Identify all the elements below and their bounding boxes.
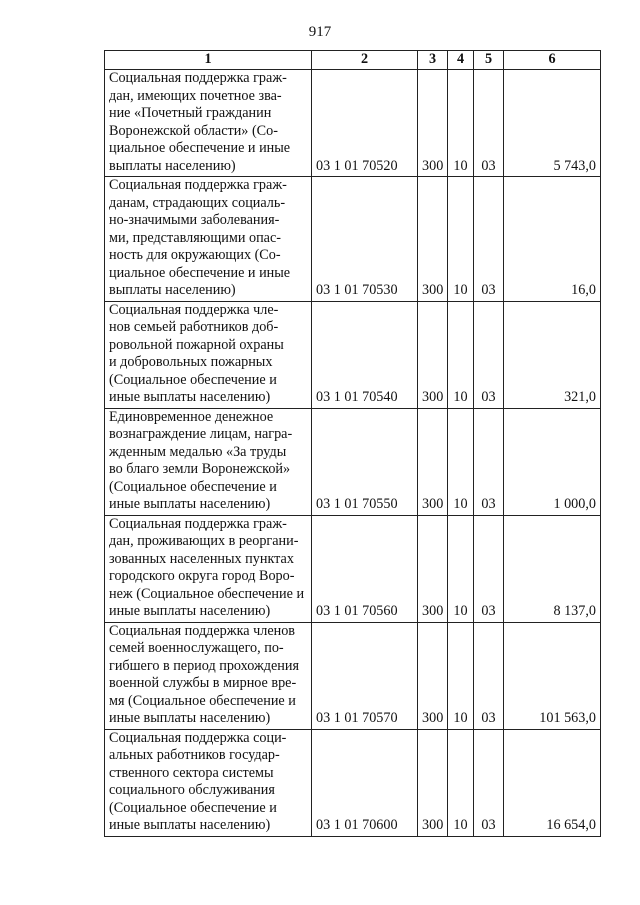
section-code: 10 bbox=[448, 177, 474, 302]
table-row bbox=[105, 177, 601, 302]
target-article-code: 03 1 01 70570 bbox=[312, 622, 418, 729]
subsection-code: 03 bbox=[474, 177, 504, 302]
header-row bbox=[105, 51, 601, 70]
amount-value: 16 654,0 bbox=[504, 729, 601, 836]
expense-type-code: 300 bbox=[418, 622, 448, 729]
amount-value: 321,0 bbox=[504, 301, 601, 408]
expense-type-code: 300 bbox=[418, 408, 448, 515]
target-article-code: 03 1 01 70520 bbox=[312, 70, 418, 177]
target-article-code: 03 1 01 70550 bbox=[312, 408, 418, 515]
table-row bbox=[105, 408, 601, 515]
amount-value: 101 563,0 bbox=[504, 622, 601, 729]
expense-name-cell bbox=[105, 70, 312, 177]
header-col-3: 3 bbox=[418, 51, 448, 70]
header-col-6: 6 bbox=[504, 51, 601, 70]
header-col-1: 1 bbox=[105, 51, 312, 70]
expense-name-cell bbox=[105, 408, 312, 515]
page-number: 917 bbox=[308, 24, 332, 40]
subsection-code: 03 bbox=[474, 622, 504, 729]
table-row bbox=[105, 515, 601, 622]
expense-name: Социальная поддержка граж- данам, страдающих социаль- но-значимыми заболевания- ми, представляющими опас- ность для окружающих (Со- циальное обеспечение и иные выплаты населению) bbox=[109, 177, 291, 298]
table-row bbox=[105, 729, 601, 836]
section-code: 10 bbox=[448, 70, 474, 177]
subsection-code: 03 bbox=[474, 408, 504, 515]
table-row bbox=[105, 301, 601, 408]
target-article-code: 03 1 01 70530 bbox=[312, 177, 418, 302]
expense-type-code: 300 bbox=[418, 515, 448, 622]
table-row bbox=[105, 70, 601, 177]
header-col-5: 5 bbox=[474, 51, 504, 70]
amount-value: 8 137,0 bbox=[504, 515, 601, 622]
expense-name: Социальная поддержка чле- нов семьей работников доб- ровольной пожарной охраны и добровольных пожарных (Социальное обеспечение и иные выплаты населению) bbox=[109, 301, 284, 405]
amount-value: 16,0 bbox=[504, 177, 601, 302]
subsection-code: 03 bbox=[474, 301, 504, 408]
expense-type-code: 300 bbox=[418, 70, 448, 177]
expense-type-code: 300 bbox=[418, 177, 448, 302]
section-code: 10 bbox=[448, 301, 474, 408]
header-col-2: 2 bbox=[312, 51, 418, 70]
expense-name-cell bbox=[105, 622, 312, 729]
amount-value: 1 000,0 bbox=[504, 408, 601, 515]
expense-type-code: 300 bbox=[418, 729, 448, 836]
subsection-code: 03 bbox=[474, 729, 504, 836]
expense-name: Социальная поддержка соци- альных работников государ- ственного сектора системы социального обслуживания (Социальное обеспечение и иные выплаты населению) bbox=[109, 729, 287, 833]
expense-type-code: 300 bbox=[418, 301, 448, 408]
target-article-code: 03 1 01 70560 bbox=[312, 515, 418, 622]
section-code: 10 bbox=[448, 408, 474, 515]
section-code: 10 bbox=[448, 515, 474, 622]
subsection-code: 03 bbox=[474, 70, 504, 177]
expense-name-cell bbox=[105, 729, 312, 836]
expense-name: Социальная поддержка граж- дан, проживающих в реоргани- зованных населенных пунктах городского округа город Воро- неж (Социальное обеспечение и иные выплаты населению) bbox=[109, 515, 305, 619]
section-code: 10 bbox=[448, 622, 474, 729]
budget-table bbox=[104, 50, 601, 837]
expense-name: Социальная поддержка граж- дан, имеющих почетное зва- ние «Почетный гражданин Воронежской области» (Со- циальное обеспечение и иные выплаты населению) bbox=[109, 70, 291, 174]
expense-name-cell bbox=[105, 301, 312, 408]
table-row bbox=[105, 622, 601, 729]
expense-name: Социальная поддержка членов семей военнослужащего, по- гибшего в период прохождения военной службы в мирное вре- мя (Социальное обеспечение и иные выплаты населению) bbox=[109, 622, 299, 726]
expense-name-cell bbox=[105, 515, 312, 622]
expense-name: Единовременное денежное вознаграждение лицам, награ- жденным медалью «За труды во благо земли Воронежской» (Социальное обеспечение и иные выплаты населению) bbox=[109, 408, 293, 512]
section-code: 10 bbox=[448, 729, 474, 836]
expense-name-cell bbox=[105, 177, 312, 302]
header-col-4: 4 bbox=[448, 51, 474, 70]
amount-value: 5 743,0 bbox=[504, 70, 601, 177]
target-article-code: 03 1 01 70540 bbox=[312, 301, 418, 408]
subsection-code: 03 bbox=[474, 515, 504, 622]
target-article-code: 03 1 01 70600 bbox=[312, 729, 418, 836]
